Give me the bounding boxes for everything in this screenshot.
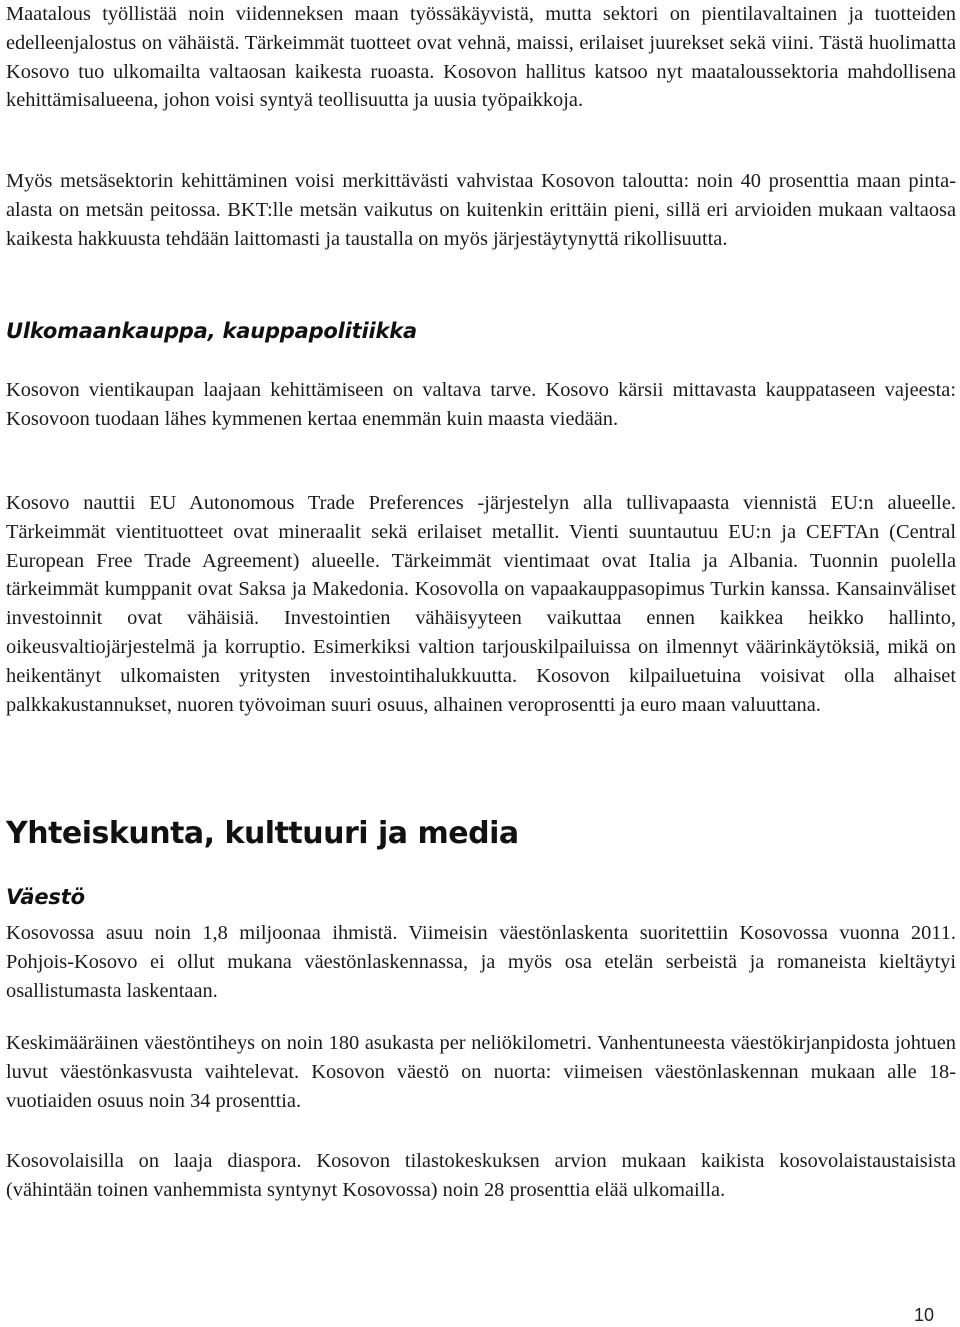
paragraph-population-count: Kosovossa asuu noin 1,8 miljoonaa ihmistä. Viimeisin väestönlaskenta suoritettiin Kosovossa vuonna 2011. Pohjois-Kosovo ei ollut mukana väestönlaskennassa, ja myös osa etelän serbeistä ja romaneista kieltäytyi osallistumasta laskentaan. [6, 922, 956, 1002]
heading-population: Väestö [6, 885, 85, 909]
heading-foreign-trade: Ulkomaankauppa, kauppapolitiikka [6, 319, 417, 343]
paragraph-agriculture: Maatalous työllistää noin viidenneksen maan työssäkäyvistä, mutta sektori on pientilavaltainen ja tuotteiden edelleenjalostus on vähäistä. Tärkeimmät tuotteet ovat vehnä, maissi, erilaiset juurekset sekä viini. Tästä huolimatta Kosovo tuo ulkomailta valtaosan kaikesta ruoasta. Kosovon hallitus katsoo nyt maataloussektoria mahdollisena kehittämisalueena, johon voisi syntyä teollisuutta ja uusia työpaikkoja. [6, 3, 956, 112]
paragraph-export-need: Kosovon vientikaupan laajaan kehittämiseen on valtava tarve. Kosovo kärsii mittavasta kauppataseen vajeesta: Kosovoon tuodaan lähes kymmenen kertaa enemmän kuin maasta viedään. [6, 379, 956, 430]
paragraph-trade-details: Kosovo nauttii EU Autonomous Trade Preferences -järjestelyn alla tullivapaasta viennistä EU:n alueelle. Tärkeimmät vientituotteet ovat mineraalit sekä erilaiset metallit. Vienti suuntautuu EU:n ja CEFTAn (Central European Free Trade Agreement) alueelle. Tärkeimmät vientimaat ovat Italia ja Albania. Tuonnin puolella tärkeimmät kumppanit ovat Saksa ja Makedonia. Kosovolla on vapaakauppasopimus Turkin kanssa. Kansainväliset investoinnit ovat vähäisiä. Investointien vähäisyyteen vaikuttaa ennen kaikkea heikko hallinto, oikeusvaltiojärjestelmä ja korruptio. Esimerkiksi valtion tarjouskilpailuissa on ilmennyt väärinkäytöksiä, mikä on heikentänyt ulkomaisten yritysten investointihalukkuutta. Kosovon kilpailuetuina voisivat olla alhaiset palkkakustannukset, nuoren työvoiman suuri osuus, alhainen veroprosentti ja euro maan valuuttana. [6, 492, 956, 716]
paragraph-population-density: Keskimääräinen väestöntiheys on noin 180 asukasta per neliökilometri. Vanhentuneesta väestökirjanpidosta johtuen luvut väestönkasvusta vaihtelevat. Kosovon väestö on nuorta: viimeisen väestönlaskennan mukaan alle 18-vuotiaiden osuus noin 34 prosenttia. [6, 1032, 956, 1112]
paragraph-forestry: Myös metsäsektorin kehittäminen voisi merkittävästi vahvistaa Kosovon taloutta: noin 40 prosenttia maan pinta-alasta on metsän peitossa. BKT:lle metsän vaikutus on kuitenkin erittäin pieni, sillä eri arvioiden mukaan valtaosa kaikesta hakkuusta tehdään laittomasti ja taustalla on myös järjestäytynyttä rikollisuutta. [6, 170, 956, 250]
page-number: 10 [913, 1305, 934, 1325]
heading-society-culture-media: Yhteiskunta, kulttuuri ja media [6, 816, 519, 851]
paragraph-diaspora: Kosovolaisilla on laaja diaspora. Kosovon tilastokeskuksen arvion mukaan kaikista kosovolaistaustaisista (vähintään toinen vanhemmista syntynyt Kosovossa) noin 28 prosenttia elää ulkomailla. [6, 1150, 956, 1201]
